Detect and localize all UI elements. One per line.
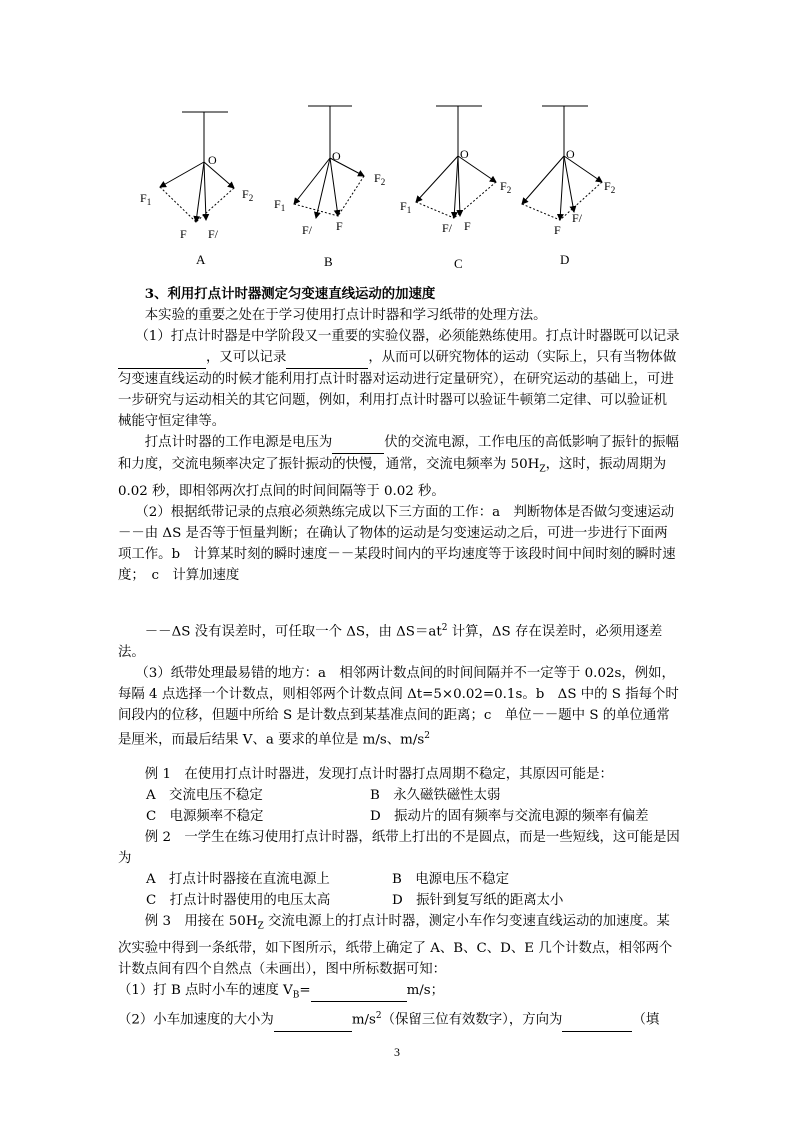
label-f: F: [180, 227, 187, 241]
ex2-option-b[interactable]: B 电源电压不稳定: [392, 872, 509, 887]
blank-3[interactable]: [332, 432, 384, 454]
diagram-d: [522, 106, 602, 220]
question-1: （1）打 B 点时小车的速度 $V_B= m/s$；: [118, 980, 680, 1007]
label-o: O: [460, 147, 469, 161]
example-3: 例 3 用接在 $50H_Z$ 交流电源上的打点计时器，测定小车作匀变速直线运动的加速度。某次实验中得到一条纸带，如下图所示，纸带上确定了 A、B、C、D、E 几个计数点，相邻两个计数点间有四个自然点（未画出），图中所标数据可知：: [118, 914, 673, 977]
diagram-a: [160, 112, 234, 222]
ex2-option-d[interactable]: D 振针到复写纸的距离太小: [392, 893, 564, 908]
blank-direction[interactable]: [562, 1010, 632, 1032]
section-title: 3、利用打点计时器测定匀变速直线运动的加速度: [144, 286, 436, 302]
blank-vb[interactable]: [311, 980, 407, 1002]
label-f: F: [336, 219, 343, 233]
ex2-option-c[interactable]: C 打点计时器使用的电压太高: [146, 893, 331, 908]
label-f-prime: F/: [442, 221, 453, 235]
ex1-option-c[interactable]: C 电源频率不稳定: [146, 809, 264, 824]
ex1-option-d[interactable]: D 振动片的固有频率与交流电源的频率有偏差: [370, 809, 649, 824]
caption-c: C: [454, 256, 463, 271]
label-o: O: [332, 149, 341, 163]
label-f1: $F_1$: [140, 191, 152, 207]
ex2-options-row-2: [118, 890, 680, 911]
label-f-prime: F/: [572, 211, 583, 225]
blank-1[interactable]: [118, 347, 206, 369]
intro: 本实验的重要之处在于学习使用打点计时器和学习纸带的处理方法。: [144, 308, 547, 323]
page-number: 3: [394, 1045, 400, 1059]
label-f2: $F_2$: [374, 171, 386, 187]
para-1: （1）打点计时器是中学阶段又一重要的实验仪器，必须能熟练使用。打点计时器既可以记录，又可以记录 ，从而可以研究物体的运动（实际上，只有当物体做匀变速直线运动的时候才能利用打点计时器对运动进行定量研究），在研究运动的基础上，可进一步研究与运动相关的其它问题，例如，利用打点计时器可以验证牛顿第二定律、可以验证机械能守恒定律等。: [118, 329, 680, 429]
label-o: O: [208, 153, 217, 167]
para-4: －－ΔS 没有误差时，可任取一个 ΔS，由 $\Delta S=at^2$ 计算，ΔS 存在误差时，必须用逐差法。: [118, 623, 663, 661]
blank-2[interactable]: [286, 347, 368, 369]
caption-b: B: [324, 254, 333, 269]
blank-accel[interactable]: [274, 1010, 352, 1032]
ex1-option-b[interactable]: B 永久磁铁磁性太弱: [370, 788, 501, 803]
caption-a: A: [196, 252, 206, 267]
label-f2: $F_2$: [500, 179, 512, 195]
question-2: （2）小车加速度的大小为 $m/s^2$（保留三位有效数字），方向为 （填: [118, 1006, 680, 1031]
label-f-prime: F/: [208, 227, 219, 241]
label-f1: $F_1$: [400, 199, 412, 215]
text-block-2: [118, 618, 680, 751]
diagram-c: [416, 106, 496, 218]
example-1: 例 1 在使用打点计时器进，发现打点计时器打点周期不稳定，其原因可能是：: [144, 767, 613, 782]
label-f1: $F_1$: [274, 197, 286, 213]
label-f2: $F_2$: [604, 179, 616, 195]
label-f: F: [464, 219, 471, 233]
examples: [118, 764, 680, 1032]
example-2: 例 2 一学生在练习使用打点计时器，纸带上打出的不是圆点，而是一些短线，这可能是因为: [118, 830, 680, 866]
force-diagrams: [120, 92, 700, 282]
para-3: （2）根据纸带记录的点痕必须熟练完成以下三方面的工作：a 判断物体是否做匀变速运动－－由 ΔS 是否等于恒量判断；在确认了物体的运动是匀变速运动之后，可进一步进行下面两项工作。b 计算某时刻的瞬时速度－－某段时间内的平均速度等于该段时间中间时刻的瞬时速度； c 计算加速度: [118, 504, 676, 583]
label-f2: $F_2$: [242, 187, 254, 203]
ex2-option-a[interactable]: A 打点计时器接在直流电源上: [146, 872, 330, 887]
ex1-options-row-1: [118, 785, 680, 806]
ex2-options-row-1: [118, 869, 680, 890]
label-f: F: [554, 223, 561, 237]
label-o: O: [566, 147, 575, 161]
ex1-options-row-2: [118, 806, 680, 827]
force-diagram-svg: [120, 92, 700, 282]
diagram-b: [294, 106, 364, 218]
caption-d: D: [560, 252, 570, 267]
main-text: [118, 284, 680, 586]
ex1-option-a[interactable]: A 交流电压不稳定: [146, 788, 263, 803]
label-f-prime: F/: [302, 223, 313, 237]
para-2: 打点计时器的工作电源是电压为 伏的交流电源，工作电压的高低影响了振针的振幅和力度，交流电频率决定了振针振动的快慢，通常，交流电频率为 $50H_Z$，这时，振动周期为 0.02 秒，即相邻两次打点间的时间间隔等于 0.02 秒。: [118, 432, 680, 502]
para-5: （3）纸带处理最易错的地方：a 相邻两计数点间的时间间隔并不一定等于 0.02s，例如，每隔 4 点选择一个计数点，则相邻两个计数点间 Δt=5×0.02=0.1s。b ΔS 中的 S 指每个时间段内的位移，但题中所给 S 是计数点到某基准点间的距离；c 单位－－题中 S 的单位通常是厘米，而最后结果 V、a 要求的单位是 m/s、$m/s^2$: [118, 666, 679, 748]
